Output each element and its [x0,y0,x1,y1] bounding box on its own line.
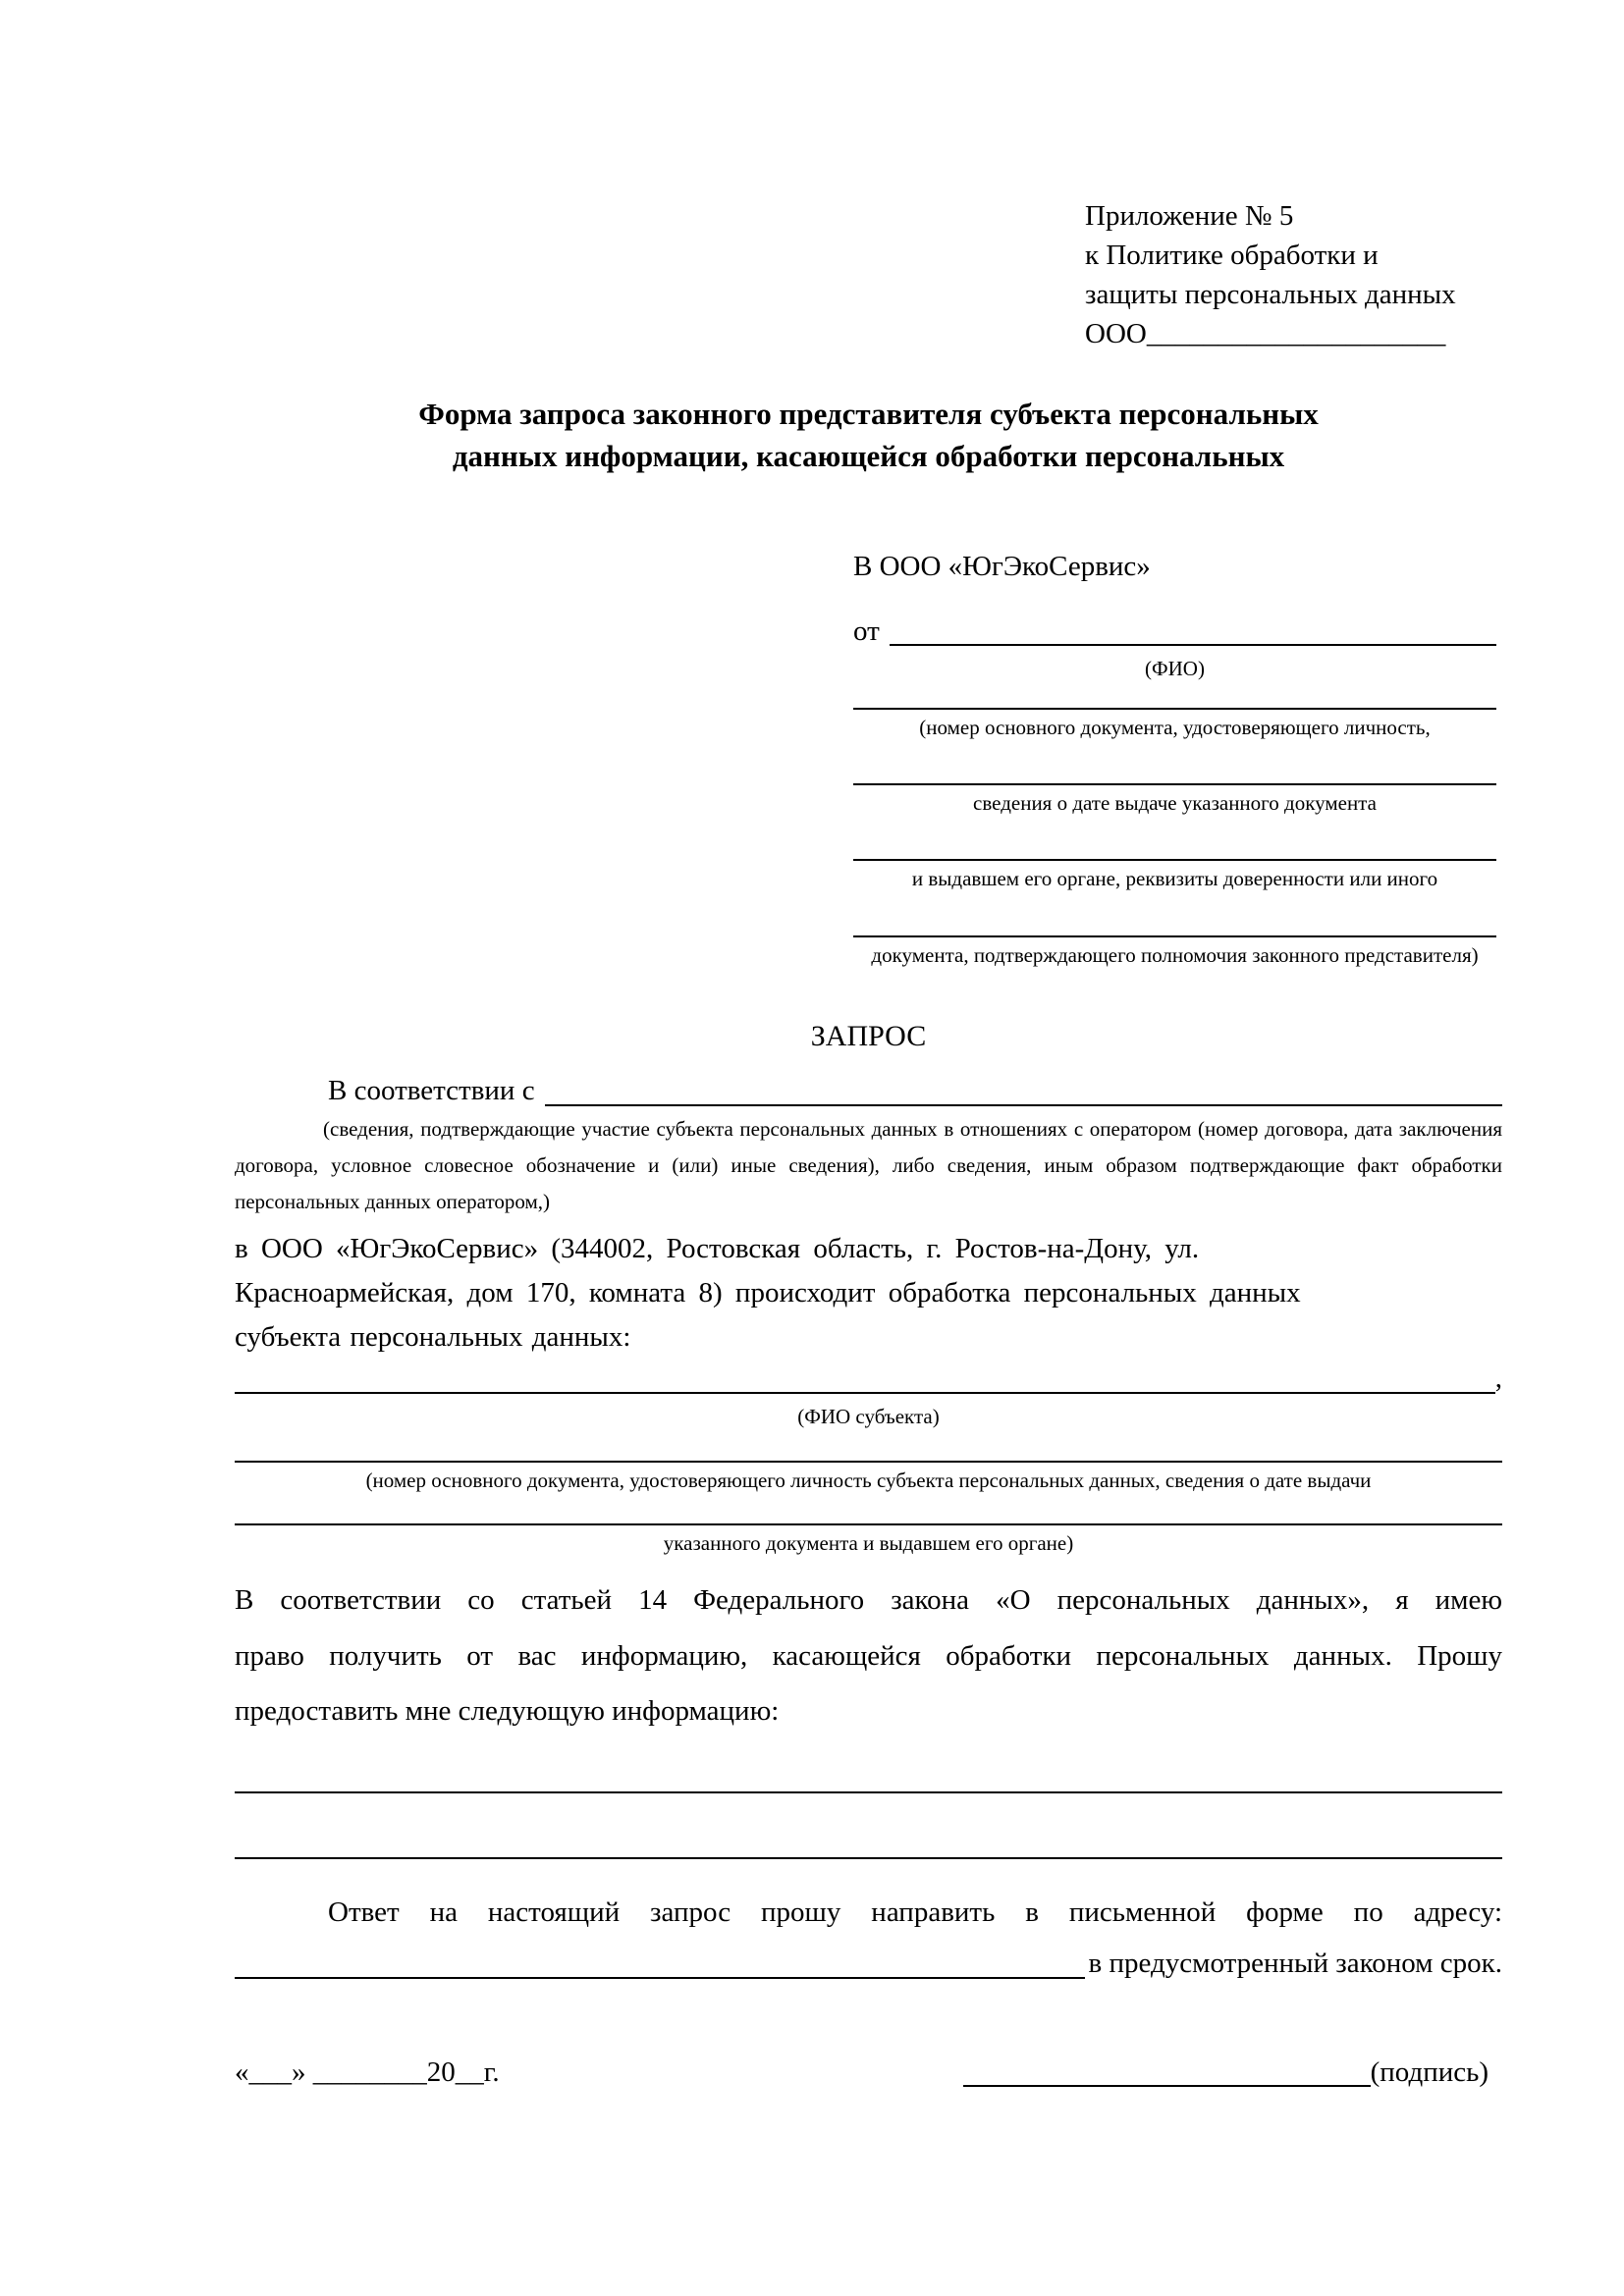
doc-authority-caption: документа, подтверждающего полномочия законного представителя) [871,942,1479,967]
subject-fio-row [235,1359,1502,1399]
date-line: «___» ________20__г. [235,2056,500,2088]
reply-tail: в предусмотренный законом срок. [1088,1948,1502,1980]
footer-row [235,2053,1502,2093]
fio-caption: (ФИО) [1145,657,1205,681]
reply-address-blank-line [235,1977,1085,1979]
law-paragraph [235,1573,1502,1739]
subject-doc-group-1 [235,1460,1502,1494]
law-line-3: предоставить мне следующую информацию: [235,1695,780,1728]
form-title-line-2: данных информации, касающейся обработки персональных [452,439,1285,474]
doc-issuer-caption: и выдавшем его органе, реквизиты доверенности или иного [911,867,1438,891]
law-line-1: В соответствии со статьей 14 Федерального закона «О персональных данных», я имею [235,1583,1502,1616]
intro-row [235,1071,1502,1111]
operator-line-1: в ООО «ЮгЭкоСервис» (344002, Ростовская область, г. Ростов-на-Дону, ул. [235,1232,1200,1264]
doc-number-group [853,707,1496,741]
operator-line-3: субъекта персональных данных: [235,1320,631,1353]
blank-line [853,934,1496,937]
subject-doc-caption-2: указанного документа и выдавшем его органе) [663,1530,1074,1555]
blank-line [235,1460,1502,1463]
appendix-line-ooo: ООО_____________________ [1085,318,1446,350]
doc-issuer-group [853,858,1496,892]
doc-date-caption: сведения о дате выдаче указанного документа [973,791,1377,816]
form-title-line-1: Форма запроса законного представителя субъекта персональных [418,397,1319,432]
from-label: от [853,614,880,647]
subject-fio-comma: , [1494,1362,1502,1395]
from-blank-line [890,644,1496,646]
operator-paragraph [235,1227,1502,1360]
form-title [235,393,1502,478]
appendix-line-3: защиты персональных данных [1085,279,1456,311]
answer-blank-line-2 [235,1856,1502,1859]
addressee-block [853,547,1496,969]
from-row [853,612,1496,652]
blank-line [853,858,1496,861]
subject-doc-caption-1: (номер основного документа, удостоверяющего личность субъекта персональных данных, сведения о дате выдачи [365,1468,1372,1493]
appendix-line-2: к Политике обработки и [1085,240,1379,272]
law-line-2: право получить от вас информацию, касающейся обработки персональных данных. Прошу [235,1639,1502,1672]
blank-line [853,707,1496,710]
appendix-line-1: Приложение № 5 [1085,200,1294,232]
operator-line-2: Красноармейская, дом 170, комната 8) происходит обработка персональных данных [235,1276,1301,1308]
subject-fio-caption: (ФИО субъекта) [797,1405,940,1429]
intro-caption: (сведения, подтверждающие участие субъекта персональных данных в отношениях с оператором (номер договора, дата заключения договора, условное словесное обозначение и (или) иные сведения), либо сведения, иным образом подтверждающие факт обработки персональных данных оператором,) [235,1116,1502,1214]
intro-blank-line [545,1104,1502,1106]
appendix-header [1085,196,1507,353]
blank-line [853,782,1496,785]
reply-paragraph: Ответ на настоящий запрос прошу направить в письменной форме по адресу: [328,1896,1502,1928]
doc-number-caption: (номер основного документа, удостоверяющего личность, [919,715,1431,739]
intro-label: В соответствии с [328,1074,535,1106]
subject-doc-group-2 [235,1522,1502,1557]
doc-authority-group [853,934,1496,969]
doc-date-group [853,782,1496,817]
signature-caption: (подпись) [1370,2056,1489,2088]
addressee-to: В ООО «ЮгЭкоСервис» [853,550,1151,582]
blank-line [235,1522,1502,1525]
subject-fio-blank-line [235,1392,1495,1394]
reply-address-row [235,1944,1502,1984]
answer-blank-line-1 [235,1790,1502,1793]
signature-group [963,2053,1489,2093]
signature-blank-line [963,2085,1371,2087]
request-heading: ЗАПРОС [810,1019,927,1052]
